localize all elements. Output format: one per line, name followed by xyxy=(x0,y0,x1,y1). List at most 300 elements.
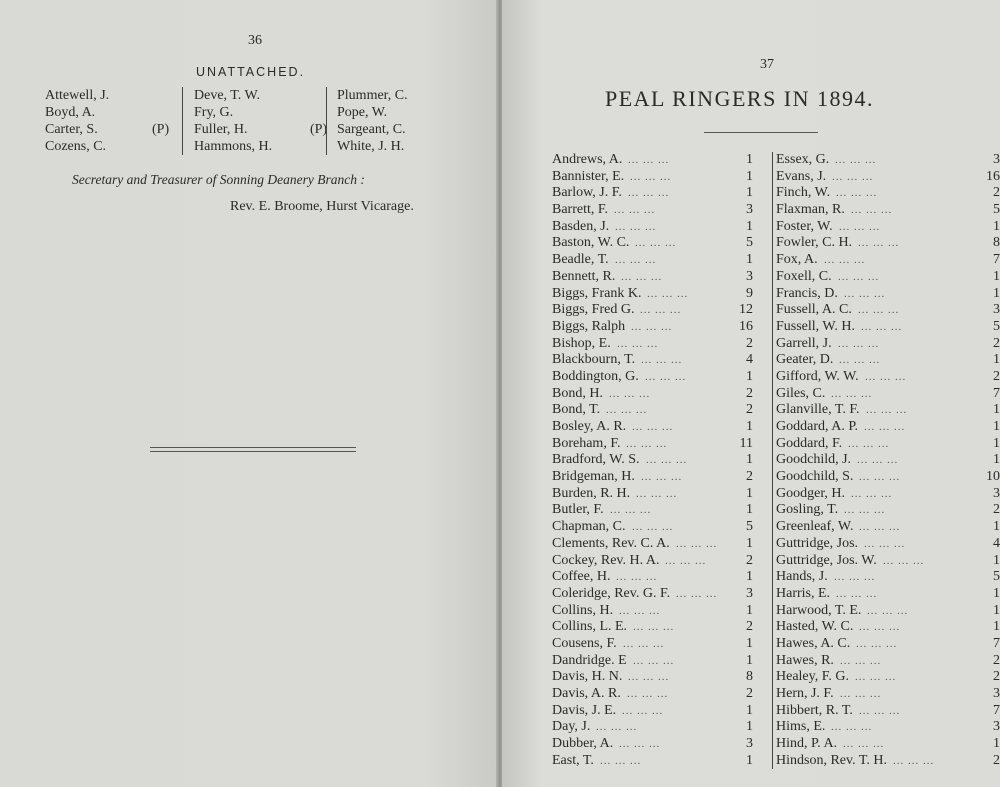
ringer-name: Hern, J. F. xyxy=(776,686,834,701)
ringer-row xyxy=(776,419,1000,436)
ringer-row xyxy=(776,519,1000,536)
leader-dots: ... ... ... xyxy=(615,254,657,267)
peal-count: 9 xyxy=(746,285,753,301)
leader-dots: ... ... ... xyxy=(836,187,878,200)
ringer-name: Goodchild, J. xyxy=(776,452,852,468)
ringer-name: Evans, J. xyxy=(776,168,827,184)
leader-dots: ... ... ... xyxy=(836,587,878,600)
peal-count: 3 xyxy=(993,719,1000,735)
ringer-name: Bond, T. xyxy=(552,402,601,418)
ringer-name: Fussell, A. C. xyxy=(776,302,852,318)
leader-dots: ... ... ... xyxy=(633,654,675,667)
peal-count: 1 xyxy=(746,502,753,518)
leader-dots: ... ... ... xyxy=(851,487,893,500)
ringer-name: Bannister, E. xyxy=(552,168,625,184)
leader-dots: ... ... ... xyxy=(633,621,675,634)
ringer-row xyxy=(552,486,757,503)
peal-count: 4 xyxy=(746,352,753,368)
peal-count: 1 xyxy=(993,285,1000,301)
leader-dots: ... ... ... xyxy=(844,504,886,517)
ringer-name: Plummer, C. xyxy=(337,88,408,103)
peal-count: 2 xyxy=(993,652,1000,668)
left-page xyxy=(0,0,498,787)
leader-dots: ... ... ... xyxy=(628,154,670,166)
leader-dots: ... ... ... xyxy=(832,170,874,183)
peal-count: 1 xyxy=(993,602,1000,618)
peal-count: 5 xyxy=(993,202,1000,218)
peal-count: 1 xyxy=(746,719,753,735)
ringer-row xyxy=(776,169,1000,186)
unattached-heading: UNATTACHED. xyxy=(196,65,306,79)
ringer-name: Sargeant, C. xyxy=(337,122,406,137)
ringer-row xyxy=(552,586,757,603)
ringer-name: White, J. H. xyxy=(337,139,405,154)
ringer-name: Fox, A. xyxy=(776,252,818,268)
ringer-row xyxy=(776,636,1000,653)
peal-count: 1 xyxy=(993,352,1000,368)
ringer-name: Pope, W. xyxy=(337,105,388,120)
ringer-name: Basden, J. xyxy=(552,218,610,234)
ringer-name: Andrews, A. xyxy=(552,152,623,167)
leader-dots: ... ... ... xyxy=(676,537,718,550)
ringer-name: Goodger, H. xyxy=(776,485,846,501)
ringer-row xyxy=(552,419,757,436)
peal-count: 1 xyxy=(746,168,753,184)
ringer-row xyxy=(552,619,757,636)
peal-count: 16 xyxy=(739,318,753,334)
peal-count: 3 xyxy=(746,268,753,284)
unattached-entry xyxy=(45,121,175,138)
ringer-name: Finch, W. xyxy=(776,185,831,201)
ringer-name: Hawes, A. C. xyxy=(776,635,851,651)
peal-count: 12 xyxy=(739,302,753,318)
peal-count: 1 xyxy=(746,569,753,585)
peal-count: 1 xyxy=(993,218,1000,234)
ringer-name: Goddard, A. P. xyxy=(776,419,859,434)
secretary-line: Secretary and Treasurer of Sonning Deanery Branch : xyxy=(72,172,365,187)
peal-count: 2 xyxy=(993,368,1000,384)
ringer-row xyxy=(552,436,757,453)
leader-dots: ... ... ... xyxy=(622,704,664,717)
ringer-name: Attewell, J. xyxy=(45,88,110,103)
peal-count: 1 xyxy=(993,619,1000,635)
ringer-row xyxy=(552,302,757,319)
ringer-name: Coffee, H. xyxy=(552,569,611,585)
leader-dots: ... ... ... xyxy=(834,571,876,584)
ringer-row xyxy=(552,753,757,770)
leader-dots: ... ... ... xyxy=(665,554,707,567)
peal-count: 5 xyxy=(993,318,1000,334)
ringer-name: Day, J. xyxy=(552,719,591,735)
ringer-row xyxy=(552,185,757,202)
ringer-name: Fowler, C. H. xyxy=(776,235,853,251)
ringer-row xyxy=(776,736,1000,753)
peal-mark: (P) xyxy=(152,122,170,137)
ringers-column-right xyxy=(772,152,1000,769)
ringer-name: Bradford, W. S. xyxy=(552,452,640,468)
ringer-row xyxy=(776,569,1000,586)
section-divider xyxy=(150,447,356,452)
ringer-name: Hind, P. A. xyxy=(776,736,838,752)
ringer-row xyxy=(776,386,1000,403)
ringer-name: Hammons, H. xyxy=(194,139,273,154)
ringer-row xyxy=(776,686,1000,703)
leader-dots: ... ... ... xyxy=(840,654,882,667)
ringer-row xyxy=(776,219,1000,236)
unattached-entry xyxy=(45,87,175,104)
ringer-name: Barlow, J. F. xyxy=(552,185,622,201)
peal-count: 2 xyxy=(993,335,1000,351)
right-page xyxy=(502,0,1000,787)
ringer-row xyxy=(776,202,1000,219)
ringer-name: Carter, S. xyxy=(45,122,98,137)
leader-dots: ... ... ... xyxy=(861,320,903,333)
peal-count: 2 xyxy=(746,619,753,635)
unattached-entry xyxy=(194,104,334,121)
ringer-row xyxy=(552,703,757,720)
ringer-row xyxy=(552,686,757,703)
ringer-row xyxy=(552,336,757,353)
ringer-name: Cozens, C. xyxy=(45,139,107,154)
title-divider xyxy=(704,132,818,133)
page-number-right: 37 xyxy=(760,57,774,72)
peal-count: 1 xyxy=(993,552,1000,568)
ringer-row xyxy=(776,319,1000,336)
unattached-entry xyxy=(194,121,334,138)
leader-dots: ... ... ... xyxy=(641,471,683,484)
page-title: PEAL RINGERS IN 1894. xyxy=(605,86,875,111)
ringer-name: Harwood, T. E. xyxy=(776,602,862,618)
ringer-name: Boreham, F. xyxy=(552,435,621,451)
peal-count: 1 xyxy=(746,535,753,551)
peal-count: 1 xyxy=(746,419,753,434)
peal-count: 7 xyxy=(993,702,1000,718)
ringer-name: Cousens, F. xyxy=(552,635,617,651)
ringer-name: Biggs, Frank K. xyxy=(552,285,642,301)
peal-count: 1 xyxy=(746,485,753,501)
leader-dots: ... ... ... xyxy=(859,471,901,484)
ringer-row xyxy=(552,269,757,286)
leader-dots: ... ... ... xyxy=(824,254,866,267)
leader-dots: ... ... ... xyxy=(893,754,935,767)
leader-dots: ... ... ... xyxy=(855,671,897,684)
ringer-row xyxy=(552,669,757,686)
ringer-name: Guttridge, Jos. W. xyxy=(776,552,877,568)
ringer-name: Healey, F. G. xyxy=(776,669,850,685)
peal-count: 16 xyxy=(986,168,1000,184)
ringer-name: Davis, H. N. xyxy=(552,669,623,685)
leader-dots: ... ... ... xyxy=(628,671,670,684)
leader-dots: ... ... ... xyxy=(859,521,901,534)
ringer-row xyxy=(552,235,757,252)
ringer-row xyxy=(776,469,1000,486)
peal-count: 3 xyxy=(993,302,1000,318)
leader-dots: ... ... ... xyxy=(858,237,900,250)
ringer-name: Blackbourn, T. xyxy=(552,352,636,368)
ringer-row xyxy=(552,452,757,469)
ringer-name: Harris, E. xyxy=(776,585,831,601)
peal-count: 7 xyxy=(993,635,1000,651)
ringer-name: Dubber, A. xyxy=(552,736,614,752)
peal-count: 1 xyxy=(993,419,1000,434)
ringer-name: Foxell, C. xyxy=(776,268,832,284)
ringer-row xyxy=(776,286,1000,303)
ringer-row xyxy=(776,703,1000,720)
peal-mark: (P) xyxy=(310,122,328,137)
peal-count: 7 xyxy=(993,252,1000,268)
leader-dots: ... ... ... xyxy=(867,604,909,617)
ringer-name: Chapman, C. xyxy=(552,519,626,535)
peal-count: 3 xyxy=(746,736,753,752)
ringer-row xyxy=(776,336,1000,353)
ringer-name: Hibbert, R. T. xyxy=(776,702,853,718)
ringer-row xyxy=(776,653,1000,670)
peal-count: 1 xyxy=(993,452,1000,468)
peal-count: 2 xyxy=(746,402,753,418)
peal-count: 1 xyxy=(746,368,753,384)
ringer-name: Fry, G. xyxy=(194,105,234,120)
ringer-row xyxy=(552,653,757,670)
peal-count: 3 xyxy=(746,202,753,218)
ringer-row xyxy=(552,402,757,419)
ringer-name: Flaxman, R. xyxy=(776,202,845,218)
leader-dots: ... ... ... xyxy=(835,154,877,166)
ringer-name: Geater, D. xyxy=(776,352,834,368)
ringer-name: Cockey, Rev. H. A. xyxy=(552,552,660,568)
ringer-row xyxy=(776,536,1000,553)
ringer-name: Davis, J. E. xyxy=(552,702,617,718)
leader-dots: ... ... ... xyxy=(596,721,638,734)
ringer-row xyxy=(552,603,757,620)
leader-dots: ... ... ... xyxy=(623,637,665,650)
peal-count: 5 xyxy=(746,235,753,251)
peal-count: 2 xyxy=(993,669,1000,685)
peal-count: 4 xyxy=(993,535,1000,551)
leader-dots: ... ... ... xyxy=(631,320,673,333)
ringer-row xyxy=(552,202,757,219)
ringer-row xyxy=(552,169,757,186)
ringer-name: Boyd, A. xyxy=(45,105,96,120)
ringer-name: Hands, J. xyxy=(776,569,828,585)
ringer-name: Collins, H. xyxy=(552,602,614,618)
ringer-name: Bridgeman, H. xyxy=(552,469,635,485)
ringer-name: Boddington, G. xyxy=(552,368,639,384)
ringer-name: Bond, H. xyxy=(552,385,603,401)
ringer-name: Bishop, E. xyxy=(552,335,611,351)
leader-dots: ... ... ... xyxy=(621,270,663,283)
unattached-entry xyxy=(194,87,334,104)
leader-dots: ... ... ... xyxy=(843,738,885,751)
peal-count: 3 xyxy=(993,686,1000,701)
ringer-name: Fuller, H. xyxy=(194,122,248,137)
ringer-name: Greenleaf, W. xyxy=(776,519,854,535)
ringer-name: Glanville, T. F. xyxy=(776,402,860,418)
ringer-name: Gifford, W. W. xyxy=(776,368,859,384)
peal-count: 1 xyxy=(746,702,753,718)
ringer-name: Beadle, T. xyxy=(552,252,609,268)
ringer-name: Hawes, R. xyxy=(776,652,834,668)
ringer-row xyxy=(552,252,757,269)
leader-dots: ... ... ... xyxy=(616,571,658,584)
peal-count: 5 xyxy=(993,569,1000,585)
ringer-name: Clements, Rev. C. A. xyxy=(552,535,670,551)
ringer-name: Giles, C. xyxy=(776,385,826,401)
peal-count: 1 xyxy=(746,652,753,668)
leader-dots: ... ... ... xyxy=(615,220,657,233)
leader-dots: ... ... ... xyxy=(619,738,661,751)
peal-count: 2 xyxy=(993,752,1000,768)
ringer-row xyxy=(776,586,1000,603)
leader-dots: ... ... ... xyxy=(646,454,688,467)
ringer-row xyxy=(776,436,1000,453)
peal-count: 1 xyxy=(993,736,1000,752)
ringer-row xyxy=(552,219,757,236)
ringer-row xyxy=(552,152,757,169)
peal-count: 1 xyxy=(746,218,753,234)
peal-count: 1 xyxy=(746,152,753,167)
ringer-row xyxy=(776,502,1000,519)
peal-count: 8 xyxy=(746,669,753,685)
ringer-row xyxy=(776,252,1000,269)
unattached-column-3 xyxy=(326,87,467,155)
leader-dots: ... ... ... xyxy=(619,604,661,617)
peal-count: 5 xyxy=(746,519,753,535)
leader-dots: ... ... ... xyxy=(606,404,648,417)
leader-dots: ... ... ... xyxy=(858,304,900,317)
ringer-name: Goodchild, S. xyxy=(776,469,854,485)
ringer-row xyxy=(552,519,757,536)
peal-count: 2 xyxy=(746,335,753,351)
peal-count: 1 xyxy=(993,268,1000,284)
peal-count: 7 xyxy=(993,385,1000,401)
peal-count: 1 xyxy=(993,402,1000,418)
leader-dots: ... ... ... xyxy=(839,220,881,233)
unattached-entry xyxy=(194,138,334,155)
ringer-name: Biggs, Fred G. xyxy=(552,302,635,318)
ringer-row xyxy=(776,269,1000,286)
peal-count: 3 xyxy=(993,485,1000,501)
ringer-row xyxy=(552,569,757,586)
ringer-row xyxy=(552,369,757,386)
ringers-column-left xyxy=(552,152,757,769)
ringer-row xyxy=(552,553,757,570)
peal-count: 2 xyxy=(746,385,753,401)
leader-dots: ... ... ... xyxy=(831,721,873,734)
secretary-name: Rev. E. Broome, Hurst Vicarage. xyxy=(230,199,414,214)
leader-dots: ... ... ... xyxy=(883,554,925,567)
ringer-name: Coleridge, Rev. G. F. xyxy=(552,585,671,601)
peal-count: 10 xyxy=(986,469,1000,485)
ringer-name: Bosley, A. R. xyxy=(552,419,627,434)
peal-count: 1 xyxy=(746,185,753,201)
ringer-row xyxy=(776,603,1000,620)
ringer-row xyxy=(776,719,1000,736)
leader-dots: ... ... ... xyxy=(647,287,689,300)
peal-count: 1 xyxy=(993,435,1000,451)
ringer-name: Garrell, J. xyxy=(776,335,832,351)
ringer-row xyxy=(776,402,1000,419)
leader-dots: ... ... ... xyxy=(628,187,670,200)
ringer-row xyxy=(552,719,757,736)
peal-count: 2 xyxy=(746,686,753,701)
ringer-name: Fussell, W. H. xyxy=(776,318,855,334)
peal-count: 2 xyxy=(746,552,753,568)
leader-dots: ... ... ... xyxy=(641,354,683,367)
peal-count: 1 xyxy=(993,519,1000,535)
leader-dots: ... ... ... xyxy=(848,437,890,450)
peal-count: 8 xyxy=(993,235,1000,251)
peal-count: 2 xyxy=(993,185,1000,201)
ringer-name: Guttridge, Jos. xyxy=(776,535,859,551)
ringer-row xyxy=(776,753,1000,770)
unattached-column-2 xyxy=(182,87,334,155)
ringer-row xyxy=(776,352,1000,369)
ringer-name: Hims, E. xyxy=(776,719,826,735)
ringer-row xyxy=(776,235,1000,252)
peal-count: 11 xyxy=(739,435,753,451)
leader-dots: ... ... ... xyxy=(831,387,873,400)
peal-count: 1 xyxy=(746,252,753,268)
leader-dots: ... ... ... xyxy=(626,437,668,450)
leader-dots: ... ... ... xyxy=(632,521,674,534)
leader-dots: ... ... ... xyxy=(838,337,880,350)
leader-dots: ... ... ... xyxy=(859,621,901,634)
ringer-name: Hindson, Rev. T. H. xyxy=(776,752,887,768)
leader-dots: ... ... ... xyxy=(635,237,677,250)
ringer-name: Baston, W. C. xyxy=(552,235,630,251)
leader-dots: ... ... ... xyxy=(636,487,678,500)
ringer-name: Hasted, W. C. xyxy=(776,619,854,635)
unattached-entry xyxy=(337,138,467,155)
ringer-name: Burden, R. H. xyxy=(552,485,631,501)
peal-count: 1 xyxy=(746,452,753,468)
leader-dots: ... ... ... xyxy=(840,688,882,700)
ringer-row xyxy=(552,352,757,369)
leader-dots: ... ... ... xyxy=(844,287,886,300)
peal-count: 1 xyxy=(746,752,753,768)
peal-count: 3 xyxy=(746,585,753,601)
ringer-row xyxy=(552,636,757,653)
ringer-row xyxy=(552,736,757,753)
peal-count: 3 xyxy=(993,152,1000,167)
ringer-row xyxy=(776,669,1000,686)
leader-dots: ... ... ... xyxy=(864,421,906,433)
leader-dots: ... ... ... xyxy=(614,204,656,217)
unattached-entry xyxy=(45,104,175,121)
leader-dots: ... ... ... xyxy=(609,387,651,400)
leader-dots: ... ... ... xyxy=(600,754,642,767)
leader-dots: ... ... ... xyxy=(610,504,652,517)
ringer-name: Gosling, T. xyxy=(776,502,839,518)
leader-dots: ... ... ... xyxy=(857,454,899,467)
ringer-name: Goddard, F. xyxy=(776,435,843,451)
unattached-entry xyxy=(45,138,175,155)
ringer-name: Davis, A. R. xyxy=(552,686,621,701)
leader-dots: ... ... ... xyxy=(632,421,674,433)
leader-dots: ... ... ... xyxy=(851,204,893,217)
ringer-row xyxy=(776,619,1000,636)
page-number-left: 36 xyxy=(248,33,262,48)
ringer-row xyxy=(776,452,1000,469)
ringer-name: Foster, W. xyxy=(776,218,833,234)
leader-dots: ... ... ... xyxy=(838,270,880,283)
peal-count: 1 xyxy=(993,585,1000,601)
ringer-name: Dandridge. E xyxy=(552,652,627,668)
ringer-row xyxy=(552,386,757,403)
peal-count: 2 xyxy=(993,502,1000,518)
ringer-row xyxy=(776,553,1000,570)
leader-dots: ... ... ... xyxy=(859,704,901,717)
